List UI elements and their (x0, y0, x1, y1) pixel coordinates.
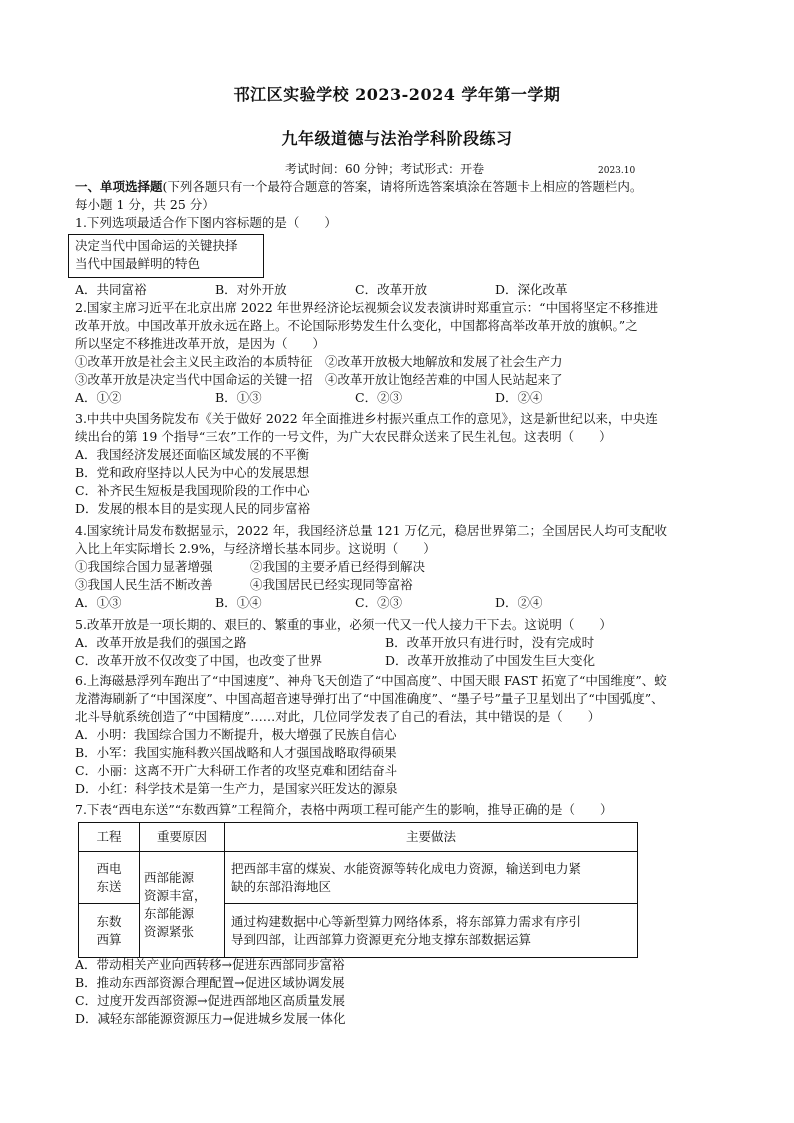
reason-line: 西部能源 (144, 869, 195, 885)
question-7 (75, 801, 723, 819)
question-3 (75, 410, 723, 518)
reason-line: 资源紧张 (144, 923, 195, 939)
q6-line: 龙潜海刷新了“中国深度”、中国高超音速导弹打出了“中国准确度”、“墨子号”量子卫星划出了“中国弧度”、 (75, 691, 664, 706)
q2-option-row (75, 389, 723, 407)
table-header: 重要原因 (140, 823, 225, 852)
project-name: 西电 (96, 860, 122, 876)
school-title: 邗江区实验学校 2023-2024 学年第一学期 (233, 85, 561, 104)
project-name: 东送 (96, 878, 122, 894)
q4-option-row (75, 594, 723, 612)
exam-title: 九年级道德与法治学科阶段练习 (281, 129, 513, 148)
q4-option-c[interactable]: C．②③ (355, 595, 403, 610)
reason-line: 东部能源 (144, 905, 195, 921)
q4-option-a[interactable]: A．①③ (75, 595, 122, 610)
q2-option-d[interactable]: D．②④ (495, 390, 543, 405)
q2-line: 2.国家主席习近平在北京出席 2022 年世界经济论坛视频会议发表演讲时郑重宣示：“中国将坚定不移推进 (75, 300, 659, 315)
q3-line: 3.中共中央国务院发布《关于做好 2022 年全面推进乡村振兴重点工作的意见》，这是新世纪以来，中央连 (75, 411, 658, 426)
q6-option-a[interactable]: A．小明：我国综合国力不断提升，极大增强了民族自信心 (75, 727, 397, 742)
q7-stem: 7.下表“西电东送”“东数西算”工程简介，表格中两项工程可能产生的影响，推导正确的是（ ） (75, 802, 613, 817)
q3-option-c[interactable]: C．补齐民生短板是我国现阶段的工作中心 (75, 483, 310, 498)
reason-line: 资源丰富， (144, 887, 207, 903)
section-title: 一、单项选择题 (75, 179, 163, 194)
q7-option-b[interactable]: B．推动东西部资源合理配置→促进区域协调发展 (75, 975, 345, 990)
q4-item: ③我国人民生活不断改善 ④我国居民已经实现同等富裕 (75, 577, 413, 592)
q7-table (78, 822, 638, 958)
exam-date: 2023.10 (598, 166, 636, 176)
q6-option-c[interactable]: C．小丽：这离不开广大科研工作者的攻坚克难和团结奋斗 (75, 763, 398, 778)
section-head-line1 (75, 178, 723, 196)
q6-option-b[interactable]: B．小军：我国实施科教兴国战略和人才强国战略取得硕果 (75, 745, 397, 760)
q4-line: 入比上年实际增长 2.9%，与经济增长基本同步。这说明（ ） (75, 541, 436, 556)
q1-option-a[interactable]: A．共同富裕 (75, 282, 147, 297)
question-6 (75, 672, 723, 798)
q5-stem: 5.改革开放是一项长期的、艰巨的、繁重的事业，必须一代又一代人接力干下去。这说明（ ） (75, 617, 612, 632)
q1-box-line1: 决定当代中国命运的关键抉择 (75, 238, 238, 253)
method-line: 导到四部，让西部算力资源更充分地支撑东部数据运算 (231, 931, 532, 947)
q4-option-d[interactable]: D．②④ (495, 595, 543, 610)
q1-box-line2: 当代中国最鲜明的特色 (75, 256, 201, 271)
project-name: 东数 (96, 913, 122, 929)
method-line: 通过构建数据中心等新型算力网络体系，将东部算力需求有序引 (231, 913, 582, 929)
q1-figure-box (68, 234, 264, 278)
method-line: 把西部丰富的煤炭、水能资源等转化成电力资源，输送到电力紧 (231, 860, 582, 876)
question-5 (75, 616, 723, 670)
table-header-row (79, 823, 638, 852)
table-header: 主要做法 (225, 823, 638, 852)
question-2 (75, 299, 723, 407)
q6-option-d[interactable]: D．小红：科学技术是第一生产力，是国家兴旺发达的源泉 (75, 781, 398, 796)
q7-option-d[interactable]: D．减轻东部能源资源压力→促进城乡发展一体化 (75, 1011, 346, 1026)
q5-option-a[interactable]: A．改革开放是我们的强国之路 (75, 635, 247, 650)
section-head-line2: 每小题 1 分，共 25 分） (75, 197, 215, 212)
method-line: 缺的东部沿海地区 (231, 878, 332, 894)
q6-line: 6.上海磁悬浮列车跑出了“中国速度”、神舟飞天创造了“中国高度”、中国天眼 FAST 拓宽了“中国维度”、蛟 (75, 673, 667, 688)
section-heading (75, 178, 723, 232)
q3-option-a[interactable]: A．我国经济发展还面临区域发展的不平衡 (75, 447, 310, 462)
q4-option-b[interactable]: B．①④ (215, 595, 262, 610)
table-cell-project (79, 904, 140, 958)
q2-option-c[interactable]: C．②③ (355, 390, 403, 405)
q6-line: 北斗导航系统创造了“中国精度”……对此，几位同学发表了自己的看法，其中错误的是（ ） (75, 709, 601, 724)
q1-option-row (75, 281, 723, 299)
exam-info: 考试时间：60 分钟；考试形式：开卷 (285, 162, 485, 176)
question-4 (75, 522, 723, 612)
q5-option-c[interactable]: C．改革开放不仅改变了中国，也改变了世界 (75, 653, 323, 668)
q1-option-c[interactable]: C．改革开放 (355, 282, 428, 297)
q7-option-c[interactable]: C．过度开发西部资源→促进西部地区高质量发展 (75, 993, 346, 1008)
table-cell-project (79, 852, 140, 904)
q2-option-b[interactable]: B．①③ (215, 390, 262, 405)
q5-option-row (75, 652, 723, 670)
q5-option-d[interactable]: D．改革开放推动了中国发生巨大变化 (385, 653, 596, 668)
q3-line: 续出台的第 19 个指导“三农”工作的一号文件，为广大农民群众送来了民生礼包。这表明（ ） (75, 429, 612, 444)
q7-option-a[interactable]: A．带动相关产业向西转移→促进东西部同步富裕 (75, 957, 345, 972)
q2-item: ①改革开放是社会主义民主政治的本质特征 ②改革开放极大地解放和发展了社会生产力 (75, 354, 563, 369)
q4-item: ①我国综合国力显著增强 ②我国的主要矛盾已经得到解决 (75, 559, 426, 574)
q5-option-b[interactable]: B．改革开放只有进行时，没有完成时 (385, 635, 595, 650)
project-name: 西算 (96, 931, 122, 947)
q2-line: 所以坚定不移推进改革开放，是因为（ ） (75, 336, 326, 351)
q2-option-a[interactable]: A．①② (75, 390, 122, 405)
q1-option-d[interactable]: D．深化改革 (495, 282, 568, 297)
table-header: 工程 (79, 823, 140, 852)
q3-option-b[interactable]: B．党和政府坚持以人民为中心的发展思想 (75, 465, 310, 480)
q1-options (75, 281, 723, 299)
q7-options (75, 956, 723, 1028)
table-cell-reason (140, 852, 225, 958)
q1-stem: 1.下列选项最适合作下图内容标题的是（ ） (75, 215, 337, 230)
q2-line: 改革开放。中国改革开放永远在路上。不论国际形势发生什么变化，中国都将高举改革开放的旗帜。”之 (75, 318, 638, 333)
q4-line: 4.国家统计局发布数据显示，2022 年，我国经济总量 121 万亿元，稳居世界第二；全国居民人均可支配收 (75, 523, 668, 538)
table-cell-method (225, 904, 638, 958)
q2-item: ③改革开放是决定当代中国命运的关键一招 ④改革开放让饱经苦难的中国人民站起来了 (75, 372, 563, 387)
q3-option-d[interactable]: D．发展的根本目的是实现人民的同步富裕 (75, 501, 311, 516)
q1-option-b[interactable]: B．对外开放 (215, 282, 287, 297)
table-cell-method (225, 852, 638, 904)
section-instructions: (下列各题只有一个最符合题意的答案，请将所选答案填涂在答题卡上相应的答题栏内。 (162, 179, 643, 194)
table-row (79, 852, 638, 904)
q5-option-row (75, 634, 723, 652)
